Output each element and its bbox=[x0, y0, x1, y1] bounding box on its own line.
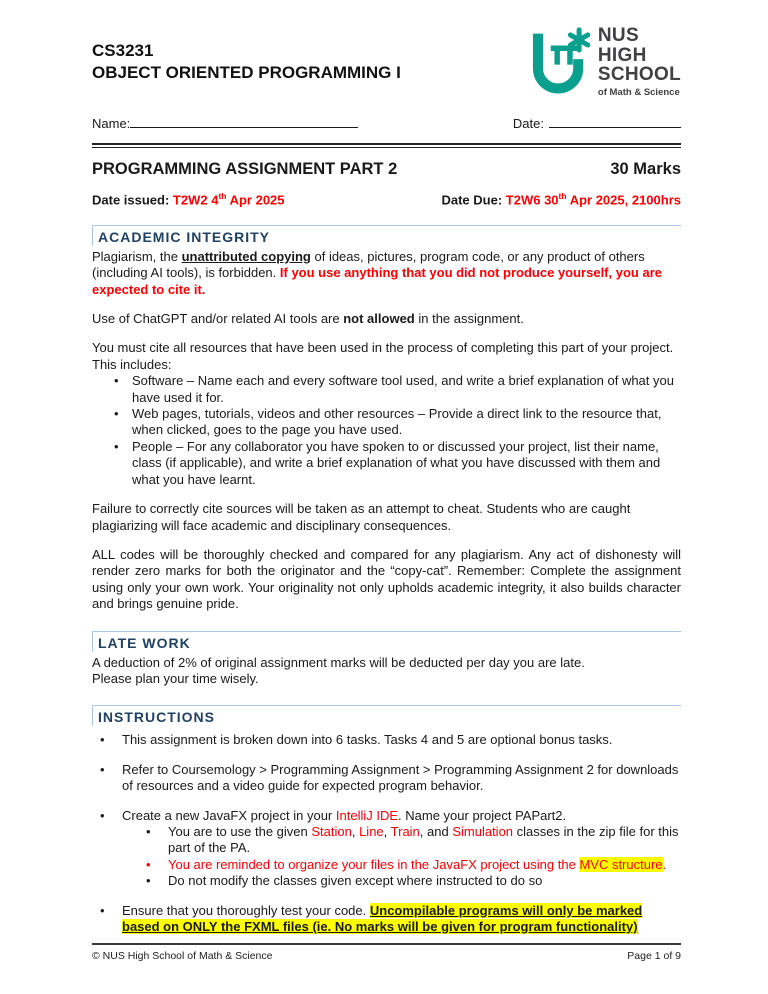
date-blank-line bbox=[549, 114, 681, 128]
sub-bullet-mvc-structure: • You are reminded to organize your files in the JavaFX project using the MVC structure. bbox=[122, 857, 681, 873]
logo-line-4: of Math & Science bbox=[597, 86, 680, 98]
name-blank-line bbox=[130, 114, 358, 128]
bullet-coursemology: • Refer to Coursemology > Programming Assignment > Programming Assignment 2 for downloads of resources and a video guide for expected program behavior. bbox=[92, 762, 681, 795]
chatgpt-paragraph: Use of ChatGPT and/or related AI tools are not allowed in the assignment. bbox=[92, 311, 524, 327]
name-label: Name: bbox=[92, 115, 131, 131]
instructions-heading: INSTRUCTIONS bbox=[92, 705, 681, 726]
bullet-people: • People – For any collaborator you have spoken to or discussed your project, list their name, class (if applicable), and write a brief explanation of what you have discussed with them and what you have learnt. bbox=[92, 439, 681, 488]
footer-page-number: Page 1 of 9 bbox=[627, 950, 681, 962]
create-project-sub-list bbox=[122, 824, 681, 890]
bullet-six-tasks: • This assignment is broken down into 6 tasks. Tasks 4 and 5 are optional bonus tasks. bbox=[92, 732, 681, 748]
bullet-test-code: • Ensure that you thoroughly test your code. Uncompilable programs will only be marked based on ONLY the FXML files (ie. No marks will be given for program functionality) bbox=[92, 903, 681, 936]
issue-due-row bbox=[92, 191, 681, 207]
course-name: OBJECT ORIENTED PROGRAMMING I bbox=[92, 63, 401, 82]
page-footer bbox=[92, 943, 681, 962]
sub-bullet-do-not-modify: • Do not modify the classes given except where instructed to do so bbox=[122, 873, 681, 889]
assignment-marks: 30 Marks bbox=[610, 159, 681, 178]
assignment-title: PROGRAMMING ASSIGNMENT PART 2 bbox=[92, 159, 398, 178]
footer-copyright: © NUS High School of Math & Science bbox=[92, 950, 273, 962]
late-work-heading: LATE WORK bbox=[92, 631, 681, 652]
section-academic-integrity bbox=[92, 225, 681, 613]
date-field bbox=[513, 114, 681, 131]
cite-resources-paragraph: You must cite all resources that have been used in the process of completing this part of your project. This includes: bbox=[92, 340, 674, 372]
sub-bullet-given-classes: • You are to use the given Station, Line, Train, and Simulation classes in the zip file for this part of the PA. bbox=[122, 824, 681, 857]
date-label: Date: bbox=[512, 115, 544, 131]
logo-line-3: SCHOOL bbox=[597, 64, 681, 85]
assignment-title-row bbox=[92, 160, 681, 179]
nus-high-school-logo bbox=[527, 26, 681, 98]
late-work-line-2: Please plan your time wisely. bbox=[92, 670, 259, 686]
school-logo-text bbox=[598, 26, 681, 98]
plagiarism-paragraph: Plagiarism, the unattributed copying of ideas, pictures, program code, or any product of others (including AI tools), is forbidden. If you use anything that you did not produce yourself, you are expected to cite it. bbox=[92, 248, 662, 297]
course-title-block bbox=[92, 40, 401, 84]
name-field bbox=[92, 114, 358, 131]
bullet-webpages: • Web pages, tutorials, videos and other resources – Provide a direct link to the resource that, when clicked, goes to the page you have used. bbox=[92, 406, 681, 439]
date-issued: Date issued: T2W2 4th Apr 2025 bbox=[92, 190, 285, 207]
instructions-bullet-list bbox=[92, 732, 681, 935]
logo-line-1: NUS bbox=[597, 25, 639, 46]
school-logo-icon bbox=[527, 26, 591, 96]
bullet-create-project: • Create a new JavaFX project in your IntelliJ IDE. Name your project PAPart2. • You are to use the given Station, Line, Train, and Simulation classes in the zip file for this part of the PA. • You are reminded to organize your files in the JavaFX project using the MVC structure. • Do not modify the classes given except where instructed to do so bbox=[92, 808, 681, 890]
course-code: CS3231 bbox=[92, 41, 154, 60]
citation-bullet-list bbox=[92, 373, 681, 488]
document-header bbox=[92, 26, 681, 98]
bullet-software: • Software – Name each and every software tool used, and write a brief explanation of what you have used it for. bbox=[92, 373, 681, 406]
academic-integrity-heading: ACADEMIC INTEGRITY bbox=[92, 225, 681, 246]
name-date-row bbox=[92, 114, 681, 131]
late-work-line-1: A deduction of 2% of original assignment marks will be deducted per day you are late. bbox=[92, 654, 585, 670]
date-due: Date Due: T2W6 30th Apr 2025, 2100hrs bbox=[441, 190, 681, 207]
logo-line-2: HIGH bbox=[597, 44, 647, 66]
failure-to-cite-paragraph: Failure to correctly cite sources will be taken as an attempt to cheat. Students who are caught plagiarizing will face academic and disciplinary consequences. bbox=[92, 501, 631, 533]
section-instructions bbox=[92, 705, 681, 935]
double-horizontal-rule bbox=[92, 143, 681, 148]
section-late-work bbox=[92, 631, 681, 688]
plagiarism-check-paragraph: ALL codes will be thoroughly checked and compared for any plagiarism. Any act of dishonesty will render zero marks for both the originator and the “copy-cat”. Remember: Complete the assignment using only your own work. Your originality not only upholds academic integrity, it also builds character and brings genuine pride. bbox=[92, 546, 681, 612]
